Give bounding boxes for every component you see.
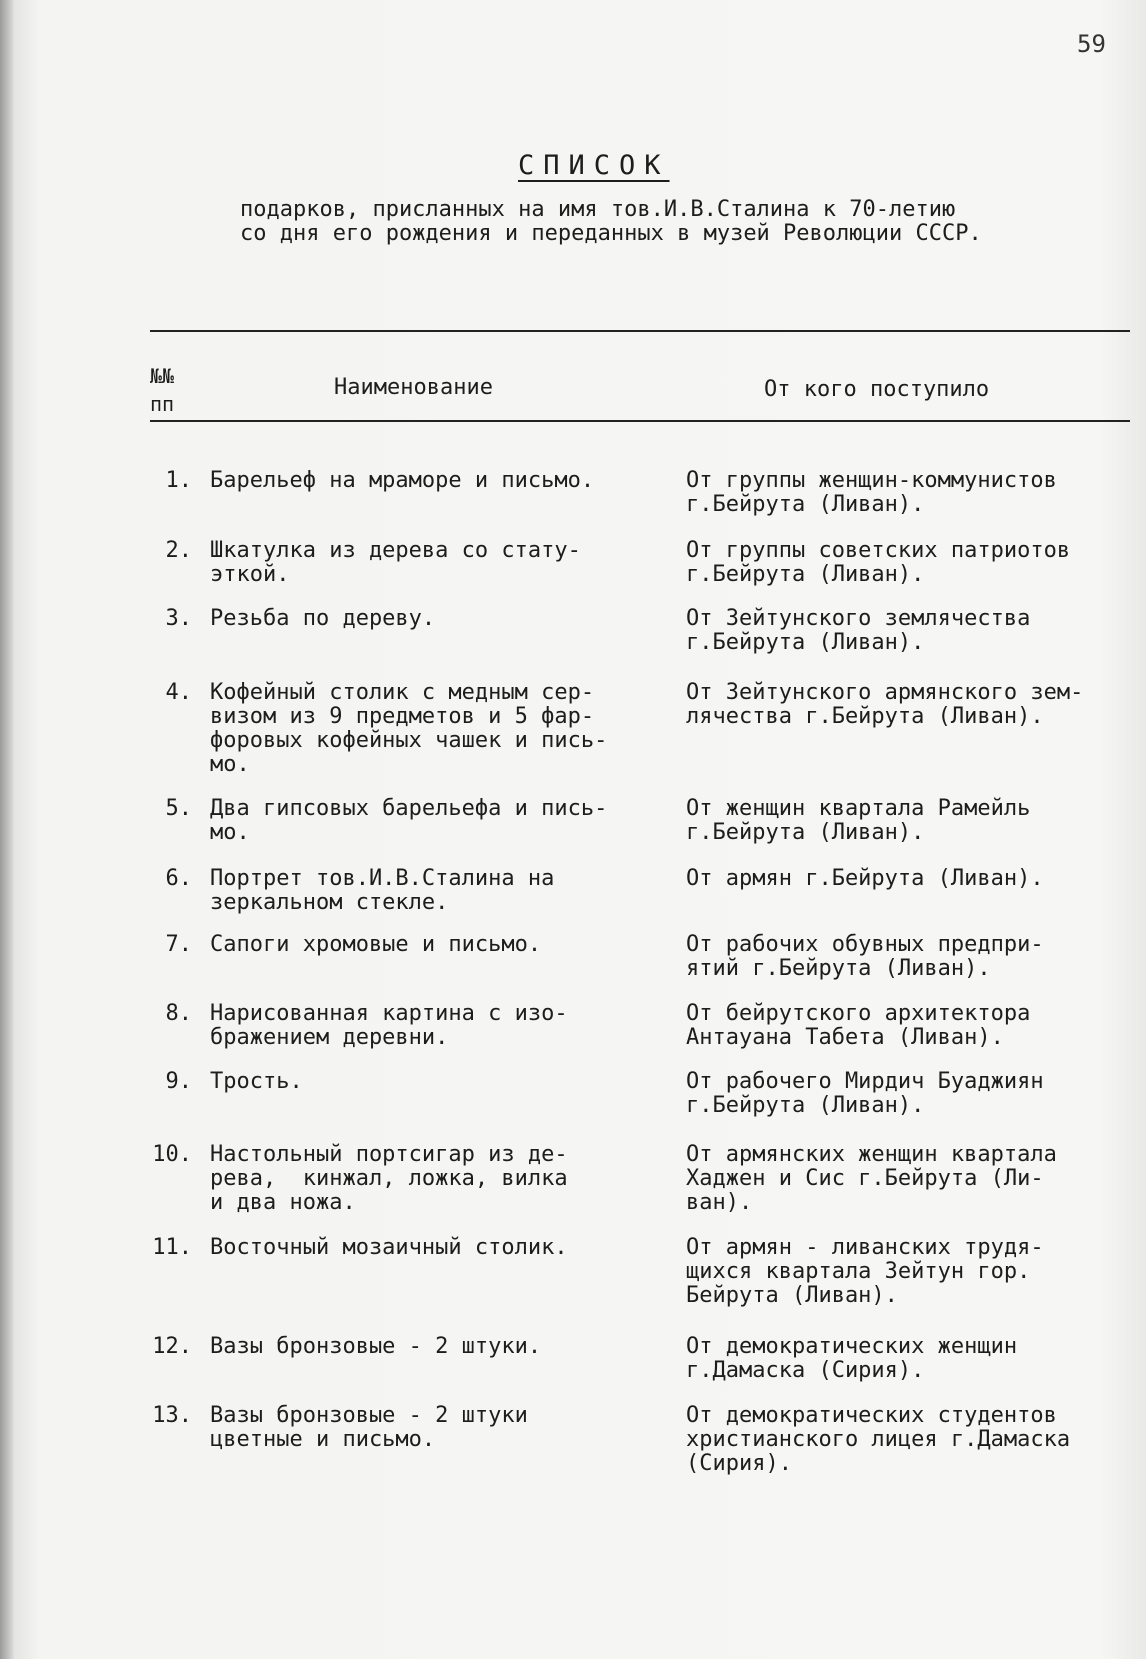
gift-source: От рабочих обувных предпри- ятий г.Бейрута (Ливан). <box>686 932 1044 981</box>
gift-source: От группы советских патриотов г.Бейрута (Ливан). <box>686 538 1071 587</box>
row-number: 1. <box>165 468 192 493</box>
column-header-name: Наименование <box>334 375 493 400</box>
row-number: 12. <box>152 1334 192 1359</box>
document-title: СПИСОК <box>518 150 670 181</box>
page-number: 59 <box>1077 30 1106 58</box>
gift-source: От армянских женщин квартала Хаджен и Сис г.Бейрута (Ли- ван). <box>686 1142 1057 1215</box>
gift-source: От Зейтунского армянского зем- лячества г.Бейрута (Ливан). <box>686 680 1084 729</box>
document-subtitle: подарков, присланных на имя тов.И.В.Сталина к 70-летию со дня его рождения и переданных в музей Революции СССР. <box>240 197 982 246</box>
column-header-from: От кого поступило <box>764 377 990 402</box>
row-number: 9. <box>165 1069 192 1094</box>
column-header-number: №№ пп <box>150 364 175 416</box>
gift-name: Вазы бронзовые - 2 штуки. <box>210 1334 542 1359</box>
gift-source: От демократических женщин г.Дамаска (Сирия). <box>686 1334 1018 1383</box>
gift-source: От рабочего Мирдич Буаджиян г.Бейрута (Ливан). <box>686 1069 1044 1118</box>
gift-name: Барельеф на мраморе и письмо. <box>210 468 595 493</box>
gift-name: Портрет тов.И.В.Сталина на зеркальном стекле. <box>210 866 555 915</box>
gift-name: Шкатулка из дерева со стату- эткой. <box>210 538 581 587</box>
gift-source: От Зейтунского землячества г.Бейрута (Ливан). <box>686 606 1031 655</box>
row-number: 11. <box>152 1235 192 1260</box>
gift-source: От бейрутского архитектора Антауана Табета (Ливан). <box>686 1001 1031 1050</box>
gift-name: Сапоги хромовые и письмо. <box>210 932 542 957</box>
row-number: 7. <box>165 932 192 957</box>
gift-name: Резьба по дереву. <box>210 606 436 631</box>
gift-source: От группы женщин-коммунистов г.Бейрута (Ливан). <box>686 468 1057 517</box>
gift-name: Настольный портсигар из де- рева, кинжал, ложка, вилка и два ножа. <box>210 1142 568 1215</box>
row-number: 5. <box>165 796 192 821</box>
gift-source: От армян - ливанских трудя- щихся квартала Зейтун гор. Бейрута (Ливан). <box>686 1235 1044 1308</box>
gift-name: Кофейный столик с медным сер- визом из 9 предметов и 5 фар- форовых кофейных чашек и пись- мо. <box>210 680 608 777</box>
row-number: 2. <box>165 538 192 563</box>
row-number: 13. <box>152 1403 192 1428</box>
row-number: 3. <box>165 606 192 631</box>
row-number: 8. <box>165 1001 192 1026</box>
gift-name: Вазы бронзовые - 2 штуки цветные и письмо. <box>210 1403 528 1452</box>
gift-source: От армян г.Бейрута (Ливан). <box>686 866 1044 891</box>
row-number: 4. <box>165 680 192 705</box>
gift-name: Восточный мозаичный столик. <box>210 1235 568 1260</box>
gift-name: Два гипсовых барельефа и пись- мо. <box>210 796 608 845</box>
gift-source: От женщин квартала Рамейль г.Бейрута (Ливан). <box>686 796 1031 845</box>
row-number: 6. <box>165 866 192 891</box>
table-header-rule <box>150 420 1130 422</box>
gift-name: Трость. <box>210 1069 303 1094</box>
table-top-rule <box>150 330 1130 332</box>
row-number: 10. <box>152 1142 192 1167</box>
gift-source: От демократических студентов христианского лицея г.Дамаска (Сирия). <box>686 1403 1071 1476</box>
gift-name: Нарисованная картина с изо- бражением деревни. <box>210 1001 568 1050</box>
